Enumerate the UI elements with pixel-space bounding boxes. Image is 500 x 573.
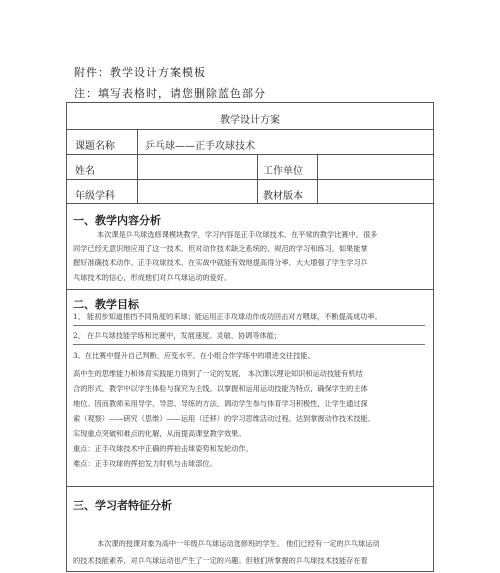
instruction-note: 注：填写表格时，请您删除蓝色部分 [74,87,266,100]
learner-analysis-section [67,487,433,573]
teaching-objectives-section [67,290,433,487]
topic-row [67,130,433,155]
unit-label: 工作单位 [263,166,303,177]
grade-label: 年级学科 [75,191,115,202]
key-point-line: 重点：正手攻球技术中正确的挥拍击球姿势和发轮动作。 [73,445,253,453]
paragraph-line: 高中生的思维能力和体育实践能力得到了一定的发展， 本次课以理论知识和运动技能有机结 [73,370,363,378]
name-label: 姓名 [75,166,95,177]
paragraph-line: 本次课的授课对象为高中一年级乒乓球运动选修班的学生。 他们已经有一定的乒乓球运动 [97,540,380,548]
grade-row [67,180,433,204]
paragraph-line: 地位。因而教师采用导学、导思、导练的方法，调动学生参与体育学习积极性，让学生通过探 [73,400,368,408]
lesson-plan-table [66,102,434,572]
objective-line: 3、在比赛中提升自己判断、应变水平，在小组合作学练中的增进交往技能。 [73,352,315,360]
textbook-label: 教材版本 [263,191,303,202]
paragraph-line: 索（观察）——研究（思维）——运用（迁移）的学习思维活动过程，达到掌握动作技术技能， [73,415,375,423]
table-title-row [67,103,433,130]
table-title: 教学设计方案 [220,115,280,126]
paragraph-line: 合的形式，教学中以学生体验与探究为主线，以掌握和运用运动技能为特点，确保学生的主体 [73,385,368,393]
learner-analysis-heading: 三、学习者特征分析 [73,499,172,512]
topic-label: 课题名称 [75,141,115,152]
objective-line: 1、 能初步知道推挡不同角度的来球；能运用正手攻球动作成功回击对方喂球，不断提高成功率。 [73,313,425,326]
topic-value[interactable]: 乒乓球——正手攻球技术 [145,141,255,152]
name-row [67,155,433,180]
paragraph-line: 乓球技术的信心，形成他们对乒乓球运动的爱好。 [73,274,232,282]
paragraph-line: 的技术技能素养，对乒乓球运动也产生了一定的兴趣。但他们所掌握的乒乓球技术技能存在着 [73,557,368,565]
content-analysis-section [67,204,433,290]
paragraph-line: 同学已经无意识地应用了这一技术，但对动作技术缺乏系统的、规范的学习和练习，如果能掌 [73,245,368,253]
attachment-label: 附件：教学设计方案模板 [74,66,206,79]
paragraph-line: 本次课是乒乓球选修课模块教学，学习内容是正手攻球技术，在平常的教学比赛中，很多 [97,231,378,239]
paragraph-line: 实现重点突破和难点的化解，从而提高课堂教学效果。 [73,430,246,438]
difficulty-line: 难点：正手攻球的挥拍发力时机与击球部位。 [73,460,217,468]
content-analysis-heading: 一、教学内容分析 [73,214,161,227]
teaching-objectives-heading: 二、教学目标 [73,298,139,311]
paragraph-line: 握好准确技术动作、正手攻球技术，在实战中就能有效地提高得分率，大大增强了学生学习乒 [73,259,368,267]
objective-line: 2、 在乒乓球技能学练和比赛中，发展速度、灵敏、协调等体能； [73,332,425,345]
